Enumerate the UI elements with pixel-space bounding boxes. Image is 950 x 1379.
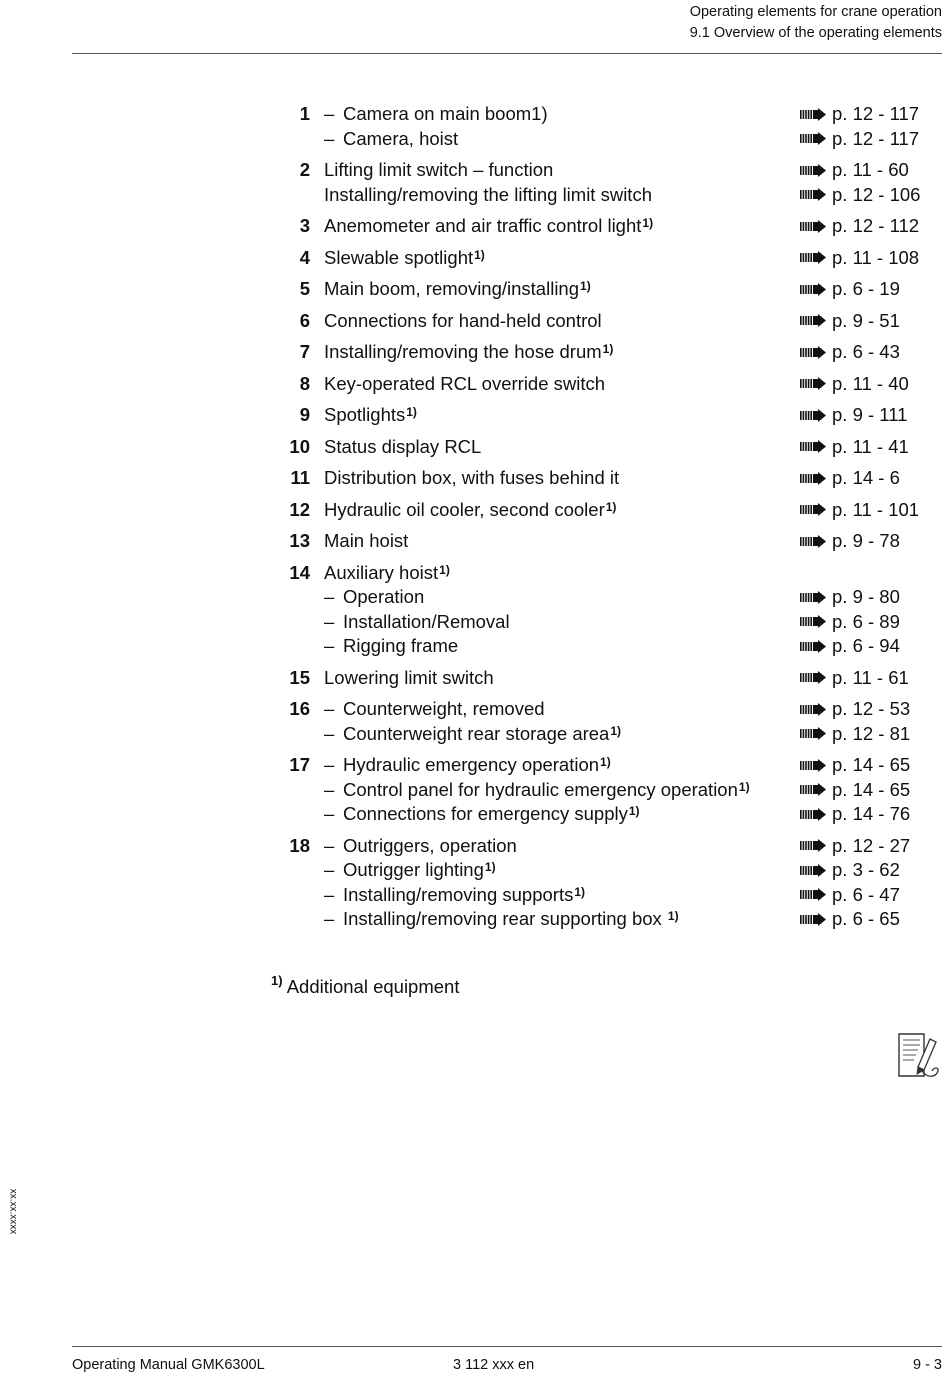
page-reference-text: p. 12 - 117 [832, 127, 920, 149]
header-chapter-title: Operating elements for crane operation [689, 4, 942, 20]
page-reference-text: p. 12 - 27 [832, 834, 911, 856]
item-line [324, 127, 940, 152]
item-line [324, 802, 940, 827]
footnote-reference: 1) [642, 216, 654, 230]
page-reference-link[interactable] [800, 753, 910, 778]
list-item [270, 277, 940, 302]
page-reference-text: p. 11 - 61 [832, 666, 909, 688]
item-description: Key-operated RCL override switch [324, 372, 606, 394]
list-item [270, 158, 940, 207]
page-reference-link[interactable] [800, 858, 900, 883]
bullet-dash: – [324, 834, 335, 856]
bullet-dash: – [324, 778, 335, 800]
item-line [324, 183, 940, 208]
item-description: Installing/removing rear supporting box [343, 908, 667, 929]
list-item [270, 666, 940, 691]
document-code [7, 1186, 24, 1240]
item-number: 4 [299, 246, 310, 268]
bullet-dash: – [324, 859, 335, 880]
arrow-reference-icon [800, 346, 826, 359]
page-reference-text: p. 6 - 43 [832, 341, 900, 362]
item-description: Counterweight rear storage area [343, 722, 610, 744]
item-line [324, 722, 940, 747]
footnote-marker: 1) [271, 973, 283, 988]
page-reference-text: p. 14 - 65 [832, 778, 911, 800]
footer-divider [72, 1346, 942, 1347]
page-reference-link[interactable] [800, 309, 900, 334]
item-line [324, 753, 940, 778]
page-reference-text: p. 12 - 117 [832, 103, 920, 124]
header-section-title: 9.1 Overview of the operating elements [689, 25, 942, 41]
arrow-reference-icon [800, 615, 826, 628]
arrow-reference-icon [800, 164, 826, 177]
page-reference-link[interactable] [800, 214, 919, 239]
page-reference-text: p. 6 - 94 [832, 635, 900, 656]
footnote-reference: 1) [474, 247, 485, 262]
bullet-dash: – [324, 754, 335, 775]
item-line [324, 778, 940, 803]
page-reference-text: p. 11 - 108 [832, 246, 920, 268]
item-number: 18 [289, 834, 310, 856]
item-line [324, 883, 940, 908]
page-reference-link[interactable] [800, 610, 900, 635]
item-description: Counterweight, removed [343, 698, 545, 719]
item-line [324, 435, 940, 460]
item-line [324, 372, 940, 397]
arrow-reference-icon [800, 783, 826, 796]
item-description: Lowering limit switch [324, 666, 494, 688]
footnote-reference: 1) [667, 909, 679, 923]
list-item [270, 372, 940, 397]
bullet-dash: – [324, 698, 335, 719]
page-reference-link[interactable] [800, 340, 900, 365]
arrow-reference-icon [800, 913, 826, 926]
arrow-reference-icon [800, 220, 826, 233]
page-reference-text: p. 12 - 81 [832, 722, 911, 744]
footnote-reference: 1) [406, 405, 417, 419]
list-item [270, 466, 940, 491]
page-reference-link[interactable] [800, 246, 919, 271]
item-description: Installing/removing the hose drum [324, 341, 602, 362]
item-line [324, 466, 940, 491]
page-reference-link[interactable] [800, 372, 909, 397]
item-number: 6 [299, 309, 310, 331]
arrow-reference-icon [800, 503, 826, 516]
bullet-dash: – [324, 908, 335, 929]
arrow-reference-icon [800, 188, 826, 201]
list-item [270, 561, 940, 659]
footnote-reference: 1) [484, 860, 496, 874]
list-item [270, 753, 940, 827]
item-description: Distribution box, with fuses behind it [324, 467, 620, 488]
arrow-reference-icon [800, 864, 826, 877]
page-reference-text: p. 6 - 89 [832, 610, 900, 632]
page-reference-link[interactable] [800, 697, 910, 722]
arrow-reference-icon [800, 472, 826, 485]
item-description: Hydraulic emergency operation [343, 754, 600, 775]
list-item [270, 309, 940, 334]
page-reference-text: p. 11 - 60 [832, 159, 909, 180]
bullet-dash: – [324, 803, 335, 824]
page-reference-text: p. 3 - 62 [832, 859, 900, 880]
list-item [270, 834, 940, 932]
list-item [270, 435, 940, 460]
item-number: 9 [299, 404, 310, 425]
item-description: Lifting limit switch – function [324, 159, 554, 180]
footnote-text: Additional equipment [286, 976, 460, 997]
bullet-dash: – [324, 883, 335, 905]
arrow-reference-icon [800, 440, 826, 453]
bullet-dash: – [324, 722, 335, 744]
footnote-reference: 1) [602, 342, 614, 356]
footnote-reference: 1) [610, 723, 622, 738]
item-number: 15 [289, 666, 310, 688]
item-line [324, 634, 940, 659]
item-line [324, 277, 940, 302]
item-line [324, 498, 940, 523]
page-reference-text: p. 6 - 65 [832, 908, 900, 929]
page-reference-text: p. 11 - 41 [832, 435, 909, 457]
arrow-reference-icon [800, 703, 826, 716]
item-line [324, 246, 940, 271]
item-description: Status display RCL [324, 435, 482, 457]
item-description: Installing/removing supports [343, 883, 574, 905]
list-item [270, 214, 940, 239]
item-line [324, 529, 940, 554]
item-line [324, 309, 940, 334]
item-description: Connections for hand-held control [324, 309, 602, 331]
item-number: 2 [299, 159, 310, 180]
arrow-reference-icon [800, 535, 826, 548]
arrow-reference-icon [800, 132, 826, 145]
list-item [270, 403, 940, 428]
item-number: 12 [289, 498, 310, 520]
item-number: 11 [290, 467, 310, 488]
arrow-reference-icon [800, 759, 826, 772]
footer-manual-title: Operating Manual GMK6300L [72, 1357, 265, 1373]
page-reference-text: p. 12 - 112 [832, 215, 920, 236]
arrow-reference-icon [800, 808, 826, 821]
note-pencil-icon [896, 1031, 942, 1079]
arrow-reference-icon [800, 727, 826, 740]
item-description: Installation/Removal [343, 610, 510, 632]
item-line [324, 610, 940, 635]
item-line [324, 340, 940, 365]
item-line [324, 666, 940, 691]
item-description: Anemometer and air traffic control light [324, 215, 642, 236]
page-reference-link[interactable] [800, 802, 910, 827]
arrow-reference-icon [800, 888, 826, 901]
item-number: 5 [299, 278, 310, 299]
footer-document-number: 3 112 xxx en [453, 1357, 535, 1373]
bullet-dash: – [324, 635, 335, 656]
list-item [270, 697, 940, 746]
item-line [324, 834, 940, 859]
item-number: 16 [289, 698, 310, 719]
page-reference-link[interactable] [800, 722, 910, 747]
item-description: Connections for emergency supply [343, 803, 628, 824]
page-reference-link[interactable] [800, 778, 910, 803]
item-line [324, 214, 940, 239]
footnote-reference: 1) [580, 279, 591, 293]
page-header [690, 2, 942, 44]
item-description: Hydraulic oil cooler, second cooler [324, 498, 605, 520]
page-reference-link[interactable] [800, 498, 919, 523]
list-item [270, 529, 940, 554]
item-line [324, 585, 940, 610]
item-number: 10 [289, 435, 310, 457]
page-reference-text: p. 14 - 76 [832, 803, 911, 824]
item-number: 13 [289, 530, 310, 551]
page-reference-text: p. 11 - 101 [832, 498, 920, 520]
item-number: 14 [289, 561, 310, 583]
arrow-reference-icon [800, 108, 826, 121]
item-description: Outriggers, operation [343, 834, 517, 856]
page-reference-text: p. 9 - 111 [832, 404, 908, 425]
arrow-reference-icon [800, 283, 826, 296]
page-reference-text: p. 14 - 65 [832, 754, 911, 775]
footer-page-number: 9 - 3 [912, 1357, 942, 1373]
footnote-reference: 1) [439, 562, 450, 577]
arrow-reference-icon [800, 314, 826, 327]
item-description: Slewable spotlight [324, 246, 474, 268]
item-line [324, 102, 940, 127]
list-item [270, 246, 940, 271]
footnote-reference: 1) [628, 804, 640, 818]
arrow-reference-icon [800, 251, 826, 264]
footnote-reference: 1) [600, 755, 611, 769]
page-reference-text: p. 9 - 80 [832, 586, 900, 607]
page-reference-link[interactable] [800, 183, 920, 208]
item-description: Auxiliary hoist [324, 561, 439, 583]
page-reference-link[interactable] [800, 585, 900, 610]
bullet-dash: – [324, 103, 335, 124]
item-description: Rigging frame [343, 635, 459, 656]
operating-elements-list [270, 102, 940, 939]
item-number: 1 [299, 103, 310, 124]
page-reference-link[interactable] [800, 277, 900, 302]
page-reference-text: p. 12 - 106 [832, 183, 921, 205]
item-line [324, 403, 940, 428]
item-description: Main boom, removing/installing [324, 278, 580, 299]
page-reference-text: p. 14 - 6 [832, 467, 900, 488]
item-description: Spotlights [324, 404, 406, 425]
bullet-dash: – [324, 127, 335, 149]
list-item [270, 498, 940, 523]
item-number: 17 [289, 754, 310, 775]
arrow-reference-icon [800, 671, 826, 684]
item-number: 8 [299, 372, 310, 394]
header-divider [72, 53, 942, 54]
page-reference-text: p. 9 - 51 [832, 309, 900, 331]
arrow-reference-icon [800, 839, 826, 852]
list-item [270, 102, 940, 151]
page-reference-text: p. 6 - 19 [832, 278, 900, 299]
item-description: Camera on main boom1) [343, 103, 548, 124]
arrow-reference-icon [800, 591, 826, 604]
footnote-reference: 1) [574, 884, 586, 899]
page-reference-link[interactable] [800, 907, 900, 932]
item-number: 7 [299, 341, 310, 362]
footnote-reference: 1) [738, 779, 750, 794]
arrow-reference-icon [800, 640, 826, 653]
item-line [324, 697, 940, 722]
page-reference-link[interactable] [800, 127, 919, 152]
bullet-dash: – [324, 610, 335, 632]
page-reference-text: p. 6 - 47 [832, 883, 900, 905]
document-code-text: xx.xx.xxxx [7, 1188, 19, 1235]
item-description: Main hoist [324, 530, 409, 551]
item-number: 3 [299, 215, 310, 236]
item-line [324, 858, 940, 883]
page-reference-link[interactable] [800, 403, 907, 428]
page-reference-link[interactable] [800, 158, 909, 183]
item-line [324, 158, 940, 183]
item-description: Camera, hoist [343, 127, 459, 149]
item-description: Operation [343, 586, 425, 607]
page-reference-link[interactable] [800, 435, 909, 460]
footnote [270, 973, 460, 998]
item-line [324, 561, 940, 586]
page-reference-text: p. 12 - 53 [832, 698, 911, 719]
item-description: Control panel for hydraulic emergency operation [343, 778, 738, 800]
arrow-reference-icon [800, 377, 826, 390]
arrow-reference-icon [800, 409, 826, 422]
page-reference-link[interactable] [800, 834, 910, 859]
page-reference-link[interactable] [800, 666, 909, 691]
footnote-reference: 1) [605, 499, 617, 514]
page-reference-text: p. 9 - 78 [832, 530, 900, 551]
item-line [324, 907, 940, 932]
page-reference-text: p. 11 - 40 [832, 372, 909, 394]
item-description: Installing/removing the lifting limit switch [324, 183, 652, 205]
page-reference-link[interactable] [800, 529, 900, 554]
page-reference-link[interactable] [800, 466, 900, 491]
bullet-dash: – [324, 586, 335, 607]
item-description: Outrigger lighting [343, 859, 484, 880]
list-item [270, 340, 940, 365]
page-reference-link[interactable] [800, 102, 919, 127]
page-reference-link[interactable] [800, 634, 900, 659]
page-reference-link[interactable] [800, 883, 900, 908]
